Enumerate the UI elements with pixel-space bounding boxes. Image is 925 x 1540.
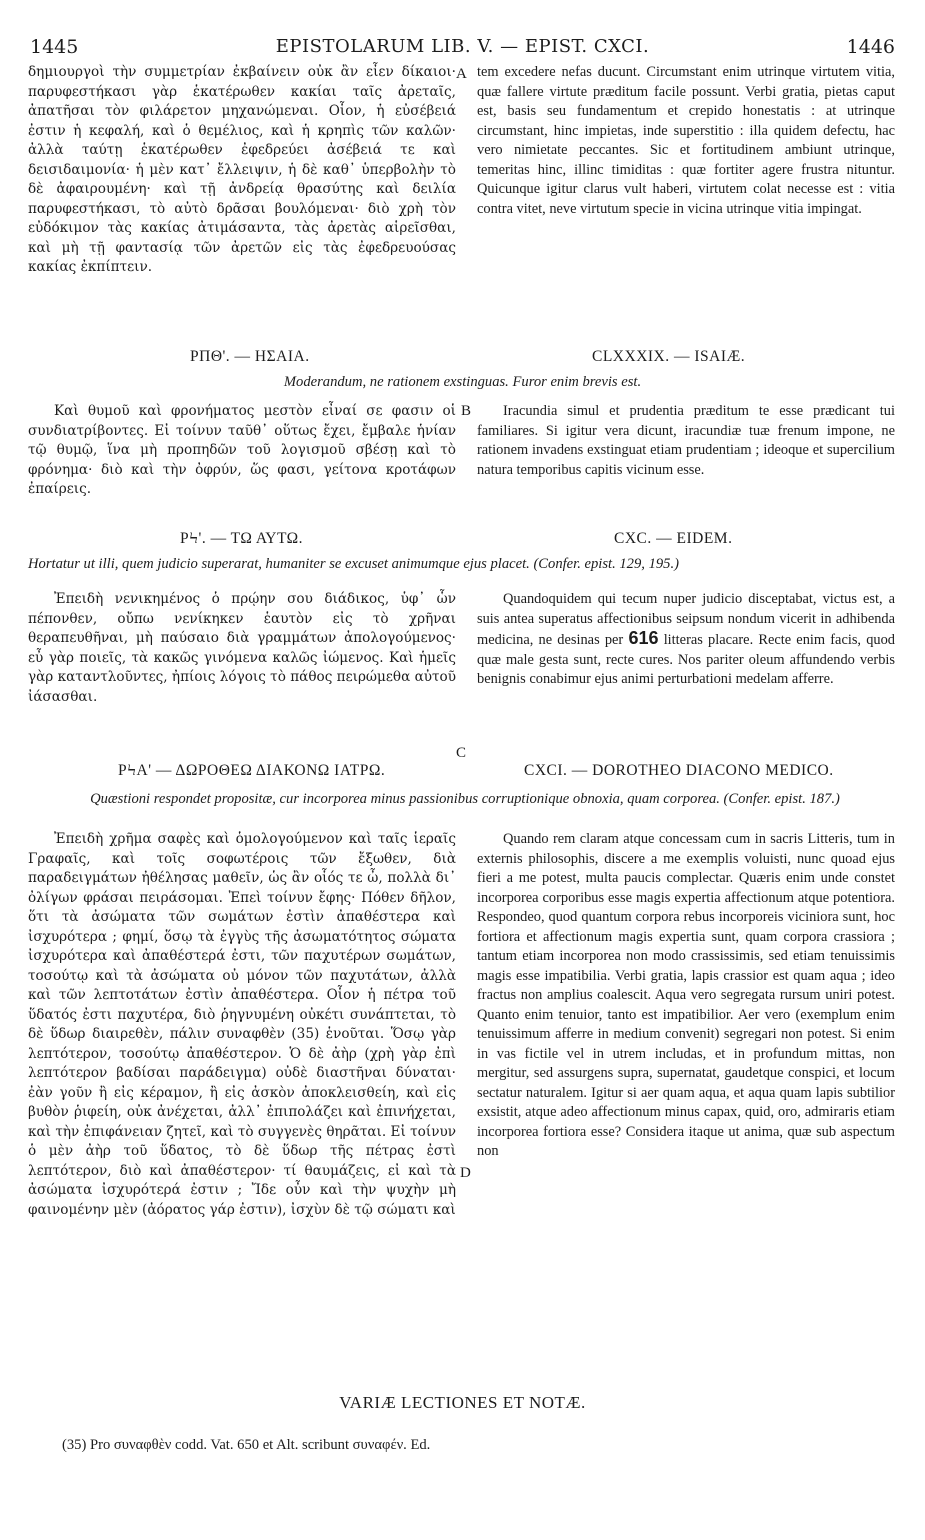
- latin-continuation: [477, 63, 895, 219]
- footnote: (35) Pro συναφθὲν codd. Vat. 650 et Alt. scribunt συναφέν. Ed.: [62, 1437, 431, 1453]
- latin-paragraph: Quando rem claram atque concessam cum in sacris Litteris, tum in externis philosophis, discere a me exemplis voluisti, nunc quoad ejus fieri a me potest, multa paucis complectar. Quæris enim unde constet incorporea corporibus esse magis expertia affectionum atque potentiora. Respondeo, quod quantum corpora rebus incorporeis viciniora sunt, hoc fortiora et affectionum magis expertia sunt, quam corpora crassiora ; tantum etiam incorporea non modo crassissimis, sed etiam tenuissimis magis esse impatibilia. Verbi gratia, lapis crassior est quam aqua ; ideo fractus non amplius coalescit. Aqua vero segregata rursum uniri potest. Quanto enim tenuior, tanto est impatibilior. Aer vero (exemplum enim tenuissimum afferre in medium convenit) segregari non potest. Si enim in vas fictile vel in utrem includas, et in profundum mittas, non mergitur, sed assurgens supra, supernatat, gaudetque conspici, et locum sectatur naturalem. Igitur si aer quam aqua, et aqua quam lapis subtilior exsistit, atque adeo affectionum minus capax, quid, oro, admiraris etiam incorporea fortiora esse? Considera itaque ut anima, quæ sub aspectum non: [477, 831, 895, 1159]
- page-number-left: 1445: [30, 36, 79, 58]
- running-title: EPISTOLARUM LIB. V. — EPIST. CXCI.: [275, 36, 650, 57]
- letter-summary: Moderandum, ne rationem exstinguas. Furor enim brevis est.: [283, 374, 642, 390]
- margin-marker-a: A: [456, 66, 467, 82]
- latin-paragraph: Iracundia simul et prudentia præditum te esse prædicant tui familiares. Si igitur vera dicunt, iracundiæ tuæ frenum impone, ne rationem invadens exstinguat etiam prudentiam ; ideoque et supercilium natura temporibus capitis vicinum esse.: [477, 403, 895, 478]
- greek-letter-body: [28, 830, 456, 1220]
- greek-letter-heading: ΡϞΑ' — ΔΩΡΟΘΕΩ ΔΙΑΚΟΝΩ ΙΑΤΡΩ.: [118, 762, 386, 779]
- greek-paragraph: Ἐπειδὴ νενικημένος ὁ πρῴην σου διάδικος, ὑφ᾽ ὧν πέπονθεν, οὔπω νενίκηκεν ἑαυτὸν εἰς τὸ χρῆναι θεραπευθῆναι, μὴ παύσαιο διὰ γραμμάτων ἀπολογούμενος· εὖ γὰρ ποιεῖς, τὰ κακῶς γινόμενα καλῶς ἰώμενος. Καὶ ἡμεῖς γὰρ καταντλοῦντες, ἠπίοις λόγοις τὸ πάθος πειρώμεθα αὐτοῦ ἰάσασθαι.: [28, 591, 456, 705]
- greek-letter-body: [28, 402, 456, 500]
- latin-letter-heading: CXCI. — DOROTHEO DIACONO MEDICO.: [524, 762, 834, 779]
- latin-letter-body: [477, 402, 895, 480]
- margin-marker-c: C: [456, 745, 467, 761]
- latin-letter-body: [477, 590, 895, 690]
- page-number-right: 1446: [846, 36, 895, 58]
- latin-letter-heading: CXC. — EIDEM.: [614, 530, 733, 547]
- letter-summary: Quæstioni respondet propositæ, cur incorporea minus passionibus corruptionique obnoxia, quam corporea. (Confer. epist. 187.): [90, 791, 840, 807]
- greek-letter-heading: ΡΠΘ'. — ΗΣΑΙΑ.: [190, 348, 310, 365]
- latin-letter-body: [477, 830, 895, 1162]
- notes-heading: VARIÆ LECTIONES ET NOTÆ.: [339, 1393, 586, 1412]
- greek-paragraph: δημιουργοὶ τὴν συμμετρίαν ἐκβαίνειν οὐκ ἂν εἶεν δίκαιοι· παρυφεστήκασι γὰρ ἑκατέρωθεν κακίαι ταῖς ἀρεταῖς, ἀπατῆσαι τὸν φιλάρετον μηχανώμεναι. Οἷον, ἡ εὐσέβειά ἐστιν ἡ κεφαλή, καὶ ὁ θεμέλιος, καὶ ἡ κρηπὶς τῶν καλῶν· ἀλλὰ ταύτῃ ἑκατέρωθεν ἐφεδρεύει ἀσέβειά τε καὶ δεισιδαιμονία· ἡ μὲν κατ᾽ ἔλλειψιν, ἡ δὲ καθ᾽ ὑπερβολὴν τὸ δὲ ἀφαιρουμένη· καὶ τῇ ἀνδρείᾳ θρασύτης καὶ δειλία παρυφεστήκασι, τὸ αὐτὸ δρᾶσαι βουλόμεναι· διὸ χρὴ τὸν εὐδόκιμον τὰς κακίας ἀτιμάσαντα, τὰς ἀρετὰς αἱρεῖσθαι, καὶ μὴ τῇ φαντασίᾳ τῶν ἀρετῶν εἰς τὰς ἐφεδρευούσας κακίας ἐκπίπτειν.: [28, 64, 456, 275]
- greek-letter-heading: ΡϞ'. — ΤΩ ΑΥΤΩ.: [180, 530, 304, 547]
- greek-letter-body: [28, 590, 456, 707]
- column-number: 616: [628, 628, 659, 648]
- latin-text: Quandoquidem qui tecum nuper judicio disceptabat, victus est, a suis antea superatus affectionibus seipsum nondum vicerit in adhibenda medicina, ne desinas per: [477, 591, 895, 648]
- latin-paragraph: tem excedere nefas ducunt. Circumstant enim utrinque virtutem vitia, quæ fallere virtute præditum facile possunt. Verbi gratia, pietas caput est, basis seu fundamentum et crepido honestatis : at utrinque circumstant, hinc impietas, inde superstitio : illa quidem defectu, hac vero nimietate peccantes. Sic et fortitudinem ambiunt utrinque, temeritas hinc, illinc timiditas : quæ fortiter agere frustra nituntur. Quicunque igitur clarus vult haberi, virtutem colat necesse est : vitia contra vitet, neve virtutum specie in vicina utrinque vitia impingat.: [477, 64, 895, 217]
- margin-marker-d: D: [460, 1165, 471, 1181]
- latin-paragraph: [477, 590, 895, 690]
- greek-paragraph: Ἐπειδὴ χρῆμα σαφὲς καὶ ὁμολογούμενον καὶ ταῖς ἱεραῖς Γραφαῖς, καὶ τοῖς σοφωτέροις τῶν ἔξωθεν, διὰ παραδειγμάτων ἠθέλησας μαθεῖν, ὡς ἂν οἷός τε ὦ, πολλὰ δι᾽ ὀλίγων φράσαι πειράσομαι. Ἐπεὶ τοίνυν ἔφης· Πόθεν δῆλον, ὅτι τὰ ἀσώματα τῶν σωμάτων ἐστὶν ἀπαθέστερα καὶ ἰσχυρότερα ; φημί, ὅσῳ τὰ ἐγγὺς τῆς ἀσωματότητος σώματα ἰσχυρότερα καὶ ἀπαθέστερά ἐστι, τῶν παχυτέρων σωμάτων, τοσούτῳ καὶ τὰ ἀσώματα οὐ μόνον τῶν παχυτάτων, ἀλλὰ καὶ τῶν λεπτοτάτων ἐστὶν ἀπαθέστερα. Οἷον ἡ πέτρα τοῦ ὕδατός ἐστι παχυτέρα, διὸ ῥηγνυμένη οὐκέτι συνάπτεται, τὸ δὲ ὕδωρ διαιρεθὲν, πάλιν συναφθὲν (35) ἑνοῦται. Ὅσῳ γὰρ λεπτότερον, τοσούτῳ ἀπαθέστερον. Ὁ δὲ ἀὴρ (χρὴ γὰρ ἐπὶ λεπτότερον βαδίσαι παράδειγμα) οὐδὲ διαστῆναι δύναται· ἐὰν γοῦν ἢ εἰς κέραμον, ἢ εἰς ἀσκὸν ἀποκλεισθείη, καὶ εἰς βυθὸν ῥιφείη, οὐκ ἀνέχεται, ἀλλ᾽ ἐπιπολάζει καὶ ἐπινήχεται, καὶ τὴν ἐπιφάνειαν ζητεῖ, καὶ τὸ συγγενὲς θηρᾶται. Εἰ τοίνυν ὁ μὲν ἀὴρ τοῦ ὕδατος, τὸ δὲ ὕδωρ τῆς πέτρας ἐστὶ λεπτότερον, διὸ καὶ ἀπαθέστερον· τί θαυμάζεις, εἰ καὶ τὰ ἀσώματα ἰσχυρότερά ἐστιν ; Ἴδε οὖν καὶ τὴν ψυχὴν μὴ φαινομένην μὲν (ἀόρατος γάρ ἐστιν), ἰσχὺν δὲ τῷ σώματι καὶ: [28, 831, 456, 1218]
- greek-paragraph: Καὶ θυμοῦ καὶ φρονήματος μεστὸν εἶναί σε φασιν οἱ συνδιατρίβοντες. Εἰ τοίνυν ταῦθ᾽ οὕτως ἔχει, ἔμβαλε ἡνίαν τῷ θυμῷ, ἵνα μὴ προπηδῶν τοῦ λογισμοῦ σβέσῃ καὶ τὸ φρόνημα· διὸ καὶ τὴν ὀφρύν, ὥς φασι, γείτονα κροτάφων ἐπαίρεις.: [28, 403, 456, 497]
- letter-summary: Hortatur ut illi, quem judicio superarat, humaniter se excuset animumque ejus placet. (Confer. epist. 129, 195.): [28, 556, 679, 572]
- running-header: [30, 36, 895, 58]
- latin-letter-heading: CLXXXIX. — ISAIÆ.: [592, 348, 746, 365]
- greek-continuation: [28, 63, 456, 278]
- margin-marker-b: B: [461, 403, 472, 419]
- latin-text: litteras placare. Recte enim facis, quod quæ male gesta sunt, recte cures. Nos pariter oleum affundendo verbis benignis conabimur ejus animi perturbationi medelam afferre.: [477, 632, 895, 687]
